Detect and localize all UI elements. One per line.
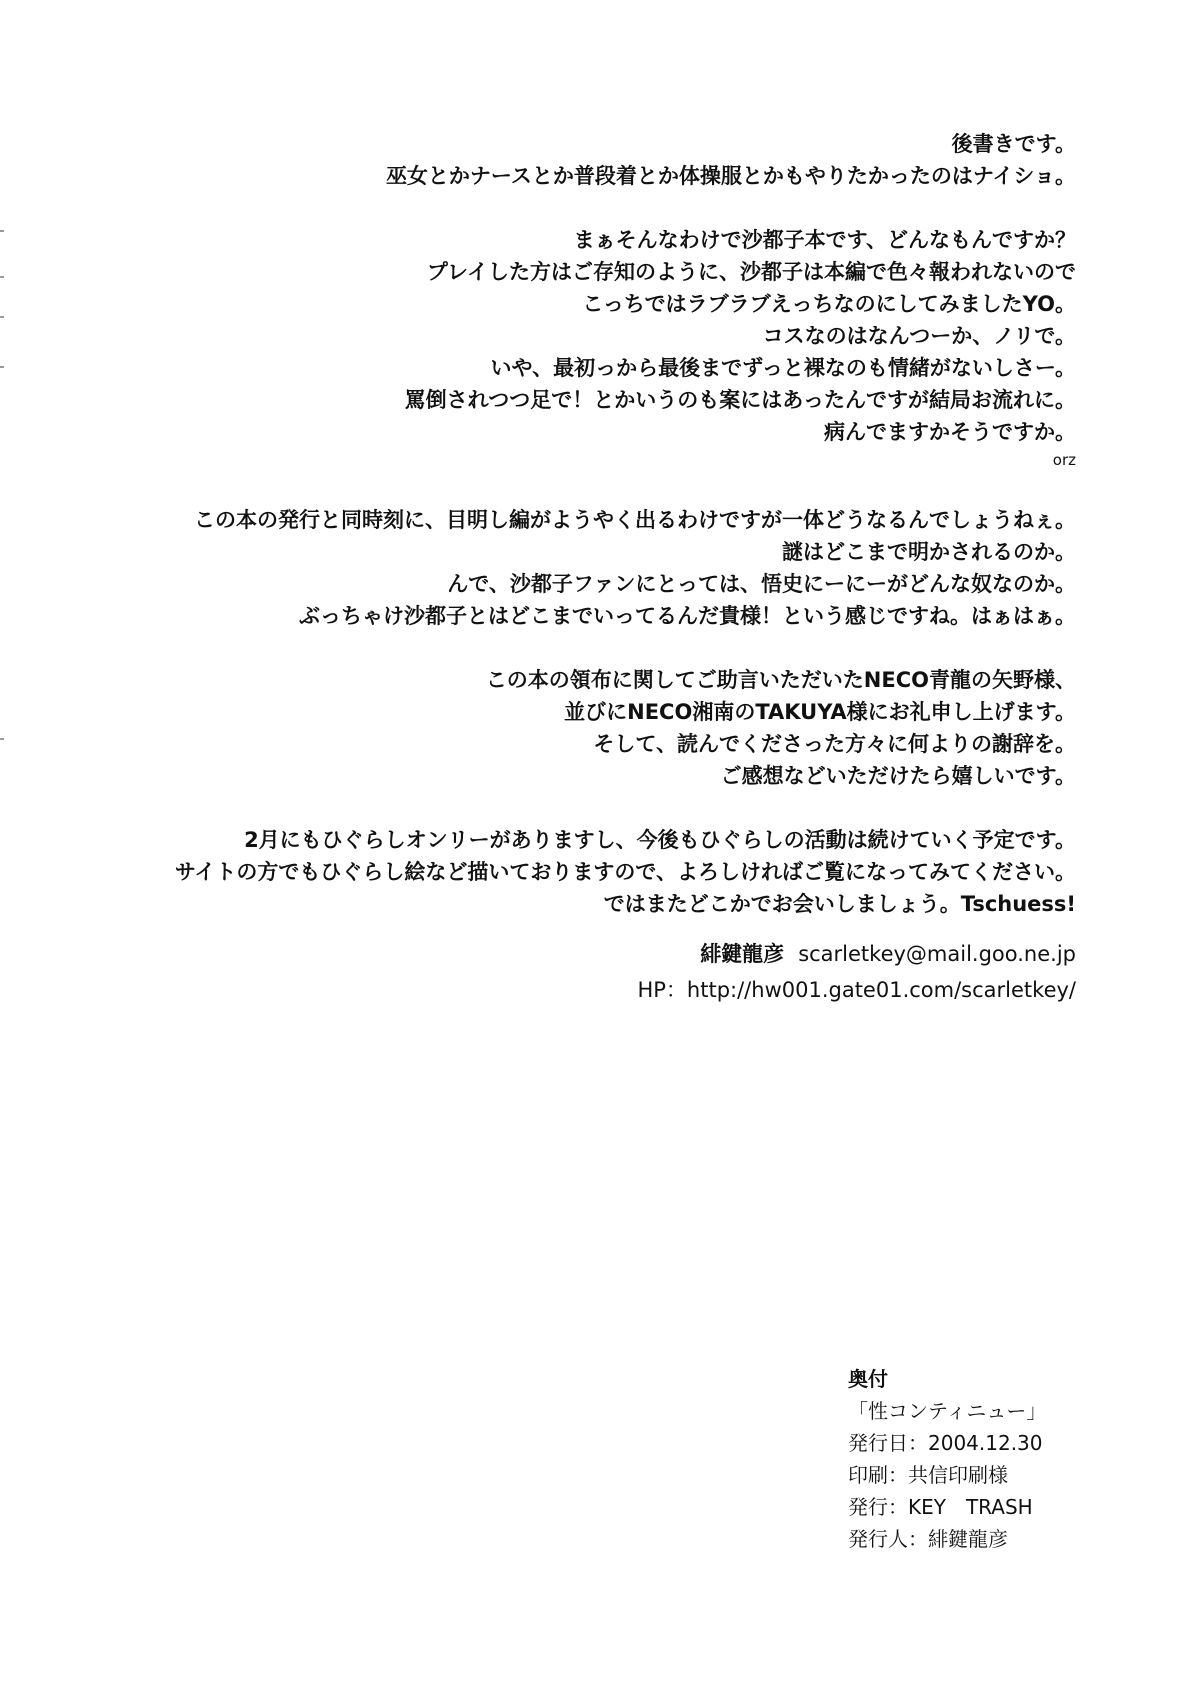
afterword-line: この本の領布に関してご助言いただいたNECO青龍の矢野様、 <box>485 668 1076 692</box>
issuer: 発行人：緋鍵龍彦 <box>848 1527 1008 1551</box>
afterword-line: いや、最初っから最後までずっと裸なのも情緒がないしさー。 <box>490 356 1076 380</box>
afterword-line: 2月にもひぐらしオンリーがありますし、今後もひぐらしの活動は続けていく予定です。 <box>244 828 1076 852</box>
author-contact-line <box>637 936 1076 972</box>
paragraph-gap <box>76 472 1076 504</box>
scan-edge-mark <box>0 738 4 740</box>
afterword-line: 後書きです。 <box>951 132 1076 156</box>
afterword-line: コスなのはなんつーか、ノリで。 <box>762 324 1076 348</box>
afterword-line: 罵倒されつつ足で！とかいうのも案にはあったんですが結局お流れに。 <box>404 388 1076 412</box>
paragraph-gap <box>76 632 1076 664</box>
afterword-line: この本の発行と同時刻に、目明し編がようやく出るわけですが一体どうなるんでしょうねぇ。 <box>194 508 1076 532</box>
afterword-line: ぶっちゃけ沙都子とはどこまでいってるんだ貴様！という感じですね。はぁはぁ。 <box>299 604 1076 628</box>
author-signature <box>637 936 1076 1008</box>
author-name: 緋鍵龍彦 <box>700 942 785 966</box>
printer: 印刷：共信印刷様 <box>848 1463 1008 1487</box>
scan-edge-mark <box>0 276 4 278</box>
afterword-line: 巫女とかナースとか普段着とか体操服とかもやりたかったのはナイショ。 <box>385 164 1076 188</box>
paragraph-gap <box>76 192 1076 224</box>
afterword-line: まぁそんなわけで沙都子本です、どんなもんですか？ <box>573 228 1076 252</box>
author-homepage: HP：http://hw001.gate01.com/scarletkey/ <box>637 978 1076 1002</box>
afterword-line: プレイした方はご存知のように、沙都子は本編で色々報われないので <box>426 260 1076 284</box>
paragraph-gap <box>76 792 1076 824</box>
afterword-text <box>76 128 1076 920</box>
scan-edge-mark <box>0 316 4 318</box>
author-email: scarletkey@mail.goo.ne.jp <box>798 942 1076 966</box>
scan-edge-mark <box>0 230 4 232</box>
afterword-line: 病んでますかそうですか。 <box>824 420 1076 444</box>
afterword-line: 謎はどこまで明かされるのか。 <box>782 540 1076 564</box>
afterword-line: 並びにNECO湘南のTAKUYA様にお礼申し上げます。 <box>564 700 1076 724</box>
afterword-note: orz <box>1052 451 1076 469</box>
issue-date: 発行日：2004.12.30 <box>848 1431 1043 1455</box>
afterword-line: ご感想などいただけたら嬉しいです。 <box>720 764 1076 788</box>
scan-edge-mark <box>0 366 4 368</box>
colophon-heading: 奥付 <box>848 1367 888 1391</box>
book-title: 「性コンティニュー」 <box>848 1399 1047 1423</box>
colophon <box>848 1363 1046 1555</box>
afterword-line: サイトの方でもひぐらし絵など描いておりますので、よろしければご覧になってみてください。 <box>174 860 1076 884</box>
publisher: 発行：KEY TRASH <box>848 1495 1033 1519</box>
afterword-line: そして、読んでくださった方々に何よりの謝辞を。 <box>593 732 1076 756</box>
afterword-line: こっちではラブラブえっちなのにしてみましたYO。 <box>582 292 1076 316</box>
afterword-line: んで、沙都子ファンにとっては、悟史にーにーがどんな奴なのか。 <box>447 572 1076 596</box>
afterword-line: ではまたどこかでお会いしましょう。Tschuess! <box>603 892 1076 916</box>
